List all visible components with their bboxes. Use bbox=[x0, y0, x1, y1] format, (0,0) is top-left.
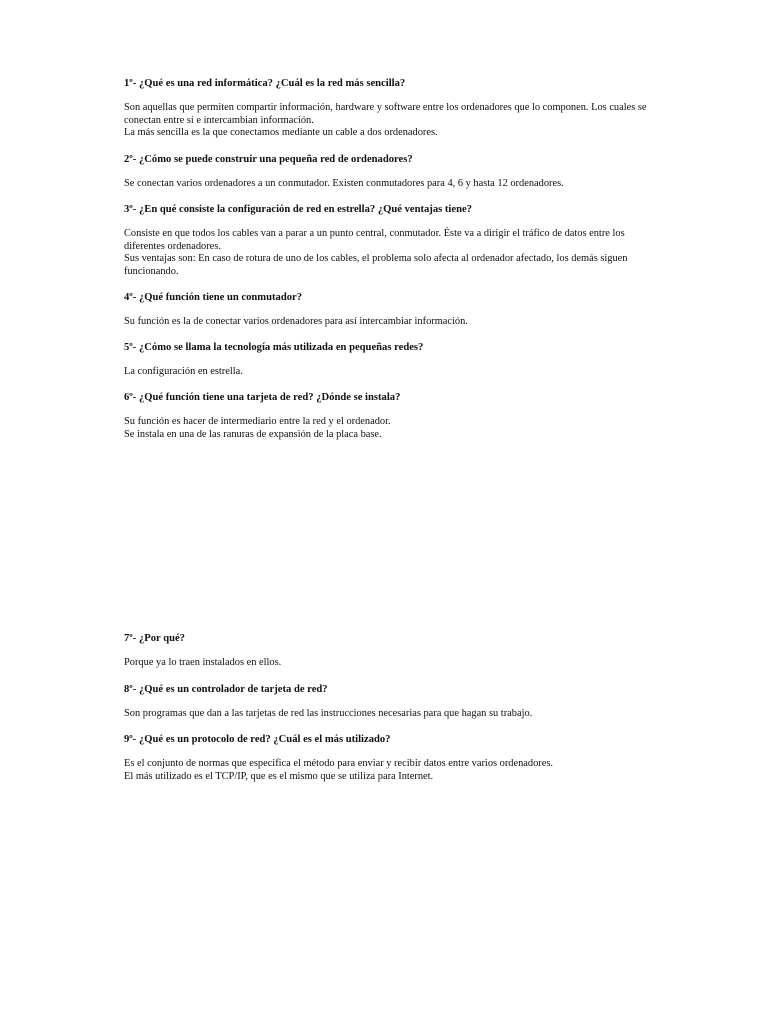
answer-paragraph: La más sencilla es la que conectamos mediante un cable a dos ordenadores. bbox=[124, 127, 438, 139]
answer-paragraph: Su función es la de conectar varios ordenadores para así intercambiar información. bbox=[124, 316, 468, 327]
answer-paragraph: Consiste en que todos los cables van a parar a un punto central, conmutador. Éste va a dirigir el tráfico de datos entre los diferentes ordenadores. bbox=[124, 228, 625, 252]
qa-block-5 bbox=[124, 341, 664, 379]
question-heading: 2º- ¿Cómo se puede construir una pequeña red de ordenadores? bbox=[124, 154, 413, 165]
answer-paragraph: Se conectan varios ordenadores a un conmutador. Existen conmutadores para 4, 6 y hasta 12 ordenadores. bbox=[124, 178, 564, 189]
answer-text bbox=[124, 228, 664, 278]
question-heading: 4º- ¿Qué función tiene un conmutador? bbox=[124, 292, 303, 303]
answer-paragraph: Son aquellas que permiten compartir información, hardware y software entre los ordenadores que lo componen. Los cuales se conectan entre sí e intercambian información. bbox=[124, 102, 647, 126]
qa-block-4 bbox=[124, 291, 664, 329]
answer-text bbox=[124, 657, 664, 670]
question-heading: 9º- ¿Qué es un protocolo de red? ¿Cuál es el más utilizado? bbox=[124, 734, 391, 745]
answer-text bbox=[124, 416, 664, 441]
answer-paragraph: Son programas que dan a las tarjetas de red las instrucciones necesarias para que hagan su trabajo. bbox=[124, 708, 533, 719]
qa-block-1 bbox=[124, 77, 664, 140]
question-heading: 7º- ¿Por qué? bbox=[124, 633, 185, 644]
question-heading: 3º- ¿En qué consiste la configuración de red en estrella? ¿Qué ventajas tiene? bbox=[124, 204, 472, 215]
qa-block-9 bbox=[124, 733, 664, 783]
answer-text bbox=[124, 178, 664, 191]
answer-text bbox=[124, 102, 664, 140]
qa-block-7 bbox=[124, 632, 664, 670]
answer-text bbox=[124, 316, 664, 329]
answer-paragraph: La configuración en estrella. bbox=[124, 366, 243, 377]
answer-paragraph: Porque ya lo traen instalados en ellos. bbox=[124, 657, 282, 668]
question-heading: 8º- ¿Qué es un controlador de tarjeta de red? bbox=[124, 684, 328, 695]
answer-paragraph: Es el conjunto de normas que especifica el método para enviar y recibir datos entre varios ordenadores. bbox=[124, 758, 554, 769]
answer-paragraph: Se instala en una de las ranuras de expansión de la placa base. bbox=[124, 428, 382, 440]
question-heading: 6º- ¿Qué función tiene una tarjeta de red? ¿Dónde se instala? bbox=[124, 392, 401, 403]
question-heading: 5º- ¿Cómo se llama la tecnología más utilizada en pequeñas redes? bbox=[124, 342, 424, 353]
answer-text bbox=[124, 708, 664, 721]
question-heading: 1º- ¿Qué es una red informática? ¿Cuál es la red más sencilla? bbox=[124, 78, 406, 89]
qa-block-2 bbox=[124, 153, 664, 191]
qa-block-8 bbox=[124, 683, 664, 721]
qa-block-6 bbox=[124, 391, 664, 441]
answer-paragraph: Sus ventajas son: En caso de rotura de uno de los cables, el problema solo afecta al ordenador afectado, los demás siguen funcionando. bbox=[124, 253, 628, 277]
answer-text bbox=[124, 758, 664, 783]
answer-paragraph: Su función es hacer de intermediario entre la red y el ordenador. bbox=[124, 416, 391, 427]
answer-text bbox=[124, 366, 664, 379]
answer-paragraph: El más utilizado es el TCP/IP, que es el mismo que se utiliza para Internet. bbox=[124, 770, 434, 782]
qa-block-3 bbox=[124, 203, 664, 278]
